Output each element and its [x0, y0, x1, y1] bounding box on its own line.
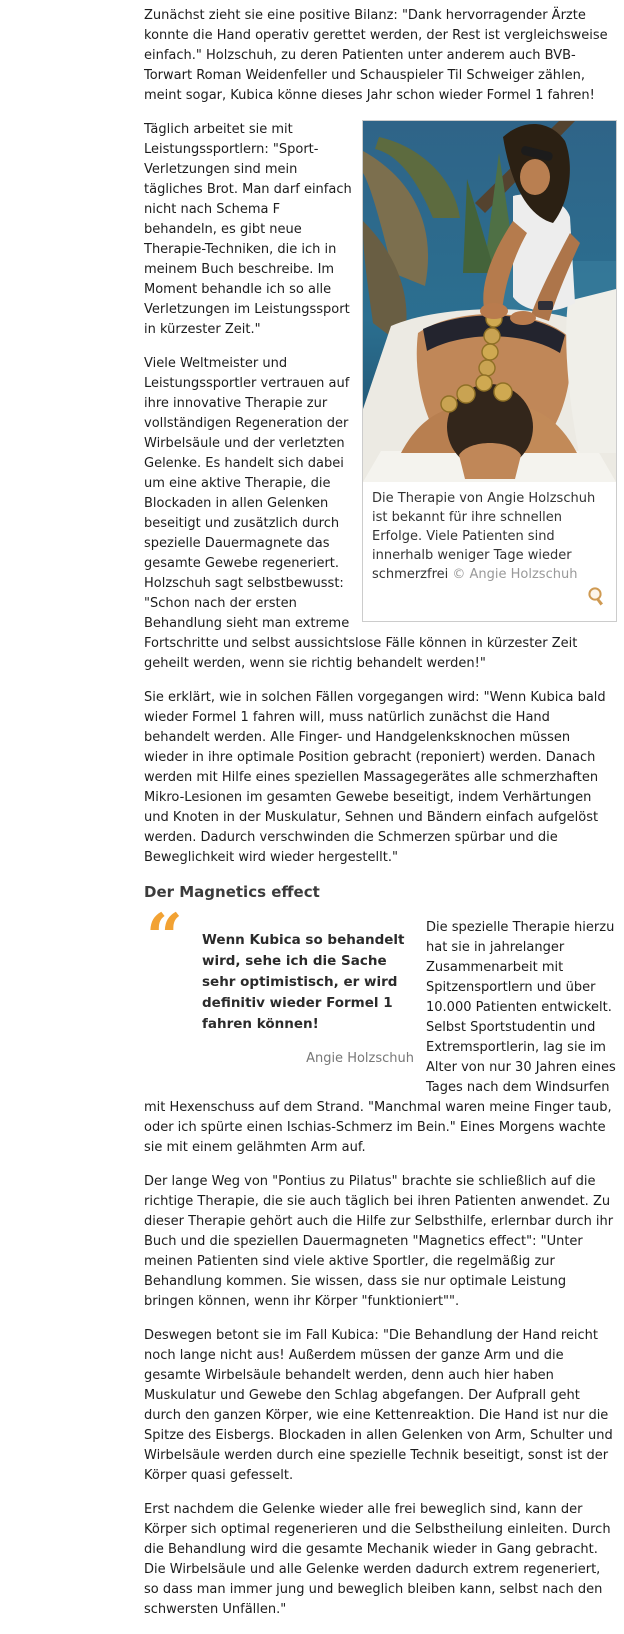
paragraph-daily-work: Täglich arbeitet sie mit Leistungssportlern: "Sport-Verletzungen sind mein tägliches Brot. Man darf einfach nicht nach Schema F behandeln, es gibt neue Therapie-Techniken, die ich in meinem Buch beschreibe. Im Moment behandle ich so alle Verletzungen im Leistungssport in kürzester Zeit.": [144, 122, 352, 337]
pull-quote-attribution: Angie Holzschuh: [306, 1051, 414, 1066]
therapy-photo-illustration: [363, 121, 616, 482]
paragraph-kubica-case: Deswegen betont sie im Fall Kubica: "Die Behandlung der Hand reicht noch lange nicht aus! Außerdem müssen der ganze Arm und die gesamte Wirbelsäule behandelt werden, denn auch hier haben Muskulatur und Gewebe den Schlag abgefangen. Der Aufprall geht durch den ganzen Körper, wie eine Kettenreaktion. Die Hand ist nur die Spitze des Eisbergs. Blockaden in allen Gelenken von Arm, Schulter und Wirbelsäule werden durch eine spezielle Technik beseitigt, sonst ist der Körper quasi gefesselt.: [144, 1328, 613, 1483]
pull-quote-text: Wenn Kubica so behandelt wird, sehe ich die Sache sehr optimistisch, er wird definitiv wieder Formel 1 fahren können!: [202, 932, 405, 1032]
pull-quote: [144, 900, 414, 1069]
photo-caption: [363, 482, 616, 590]
paragraph-long-way: Der lange Weg von "Pontius zu Pilatus" brachte sie schließlich auf die richtige Therapie, die sie auch täglich bei ihren Patienten anwendet. Zu dieser Therapie gehört auch die Hilfe zur Selbsthilfe, erlernbar durch ihr Buch und die speziellen Dauermagneten "Magnetics effect": "Unter meinen Patienten sind viele aktive Sportler, die regelmäßig zur Behandlung kommen. Sie wissen, dass sie nur optimale Leistung bringen können, wenn ihr Körper "funktioniert"".: [144, 1174, 614, 1309]
paragraph-intro: Zunächst zieht sie eine positive Bilanz: "Dank hervorragender Ärzte konnte die Hand operativ gerettet werden, der Rest ist vergleichsweise einfach." Holzschuh, zu deren Patienten unter anderem auch BVB-Torwart Roman Weidenfeller und Schauspieler Til Schweiger zählen, meint sogar, Kubica könne dieses Jahr schon wieder Formel 1 fahren!: [144, 8, 608, 103]
photo-caption-text: Die Therapie von Angie Holzschuh ist bekannt für ihre schnellen Erfolge. Viele Patienten sind innerhalb weniger Tage wieder schmerzfrei: [372, 491, 596, 582]
paragraph-development: Die spezielle Therapie hierzu hat sie in jahrelanger Zusammenarbeit mit Spitzensportlern und über 10.000 Patienten entwickelt. Selbst Sportstudentin und Extremsportlerin, lag sie im Alter von nur 30 Jahren eines Tages nach dem Windsurfen mit Hexenschuss auf dem Strand. "Manchmal waren meine Finger taub, oder ich spürte einen Ischias-Schmerz im Bein." Eines Morgens wachte sie mit einem gelähmten Arm auf.: [144, 920, 616, 1155]
paragraph-therapy: Viele Weltmeister und Leistungssportler vertrauen auf ihre innovative Therapie zur vollständigen Regeneration der Wirbelsäule und der verletzten Gelenke. Es handelt sich dabei um eine aktive Therapie, die Blockaden in allen Gelenken beseitigt und zusätzlich durch spezielle Dauermagnete das gesamte Gewebe regeneriert. Holzschuh sagt selbstbewusst: "Schon nach der ersten Behandlung sieht man extreme Fortschritte und selbst aussichtslose Fälle können in kürzester Zeit geheilt werden, wenn sie richtig behandelt werden!": [144, 356, 578, 671]
magnifier-icon[interactable]: [586, 586, 607, 607]
section-heading: Der Magnetics effect: [144, 883, 320, 901]
photo-zoom-row: [363, 586, 616, 621]
paragraph-regeneration: Erst nachdem die Gelenke wieder alle frei beweglich sind, kann der Körper sich optimal regenerieren und die Selbstheilung einleiten. Durch die Behandlung wird die gesamte Mechanik wieder in Gang gebracht. Die Wirbelsäule und alle Gelenke werden dadurch extrem regeneriert, so dass man immer jung und beweglich bleiben kann, selbst nach den schwersten Unfällen.": [144, 1502, 611, 1617]
photo-copyright: © Angie Holzschuh: [452, 567, 578, 582]
paragraph-procedure: Sie erklärt, wie in solchen Fällen vorgegangen wird: "Wenn Kubica bald wieder Formel 1 fahren will, muss natürlich zunächst die Hand behandelt werden. Alle Finger- und Handgelenksknochen müssen wieder in ihre optimale Position gebracht (reponiert) werden. Danach werden mit Hilfe eines speziellen Massagegerätes alle schmerzhaften Mikro-Lesionen im gesamten Gewebe beseitigt, indem Verhärtungen und Knoten in der Muskulatur, Sehnen und Bändern einfach aufgelöst werden. Dadurch verschwinden die Schmerzen spürbar und die Beweglichkeit wird wieder hergestellt.": [144, 690, 606, 865]
therapy-photo[interactable]: [363, 121, 616, 482]
article-body: [144, 0, 617, 1620]
quote-mark-icon: “: [146, 900, 183, 975]
article-figure: [362, 120, 617, 622]
